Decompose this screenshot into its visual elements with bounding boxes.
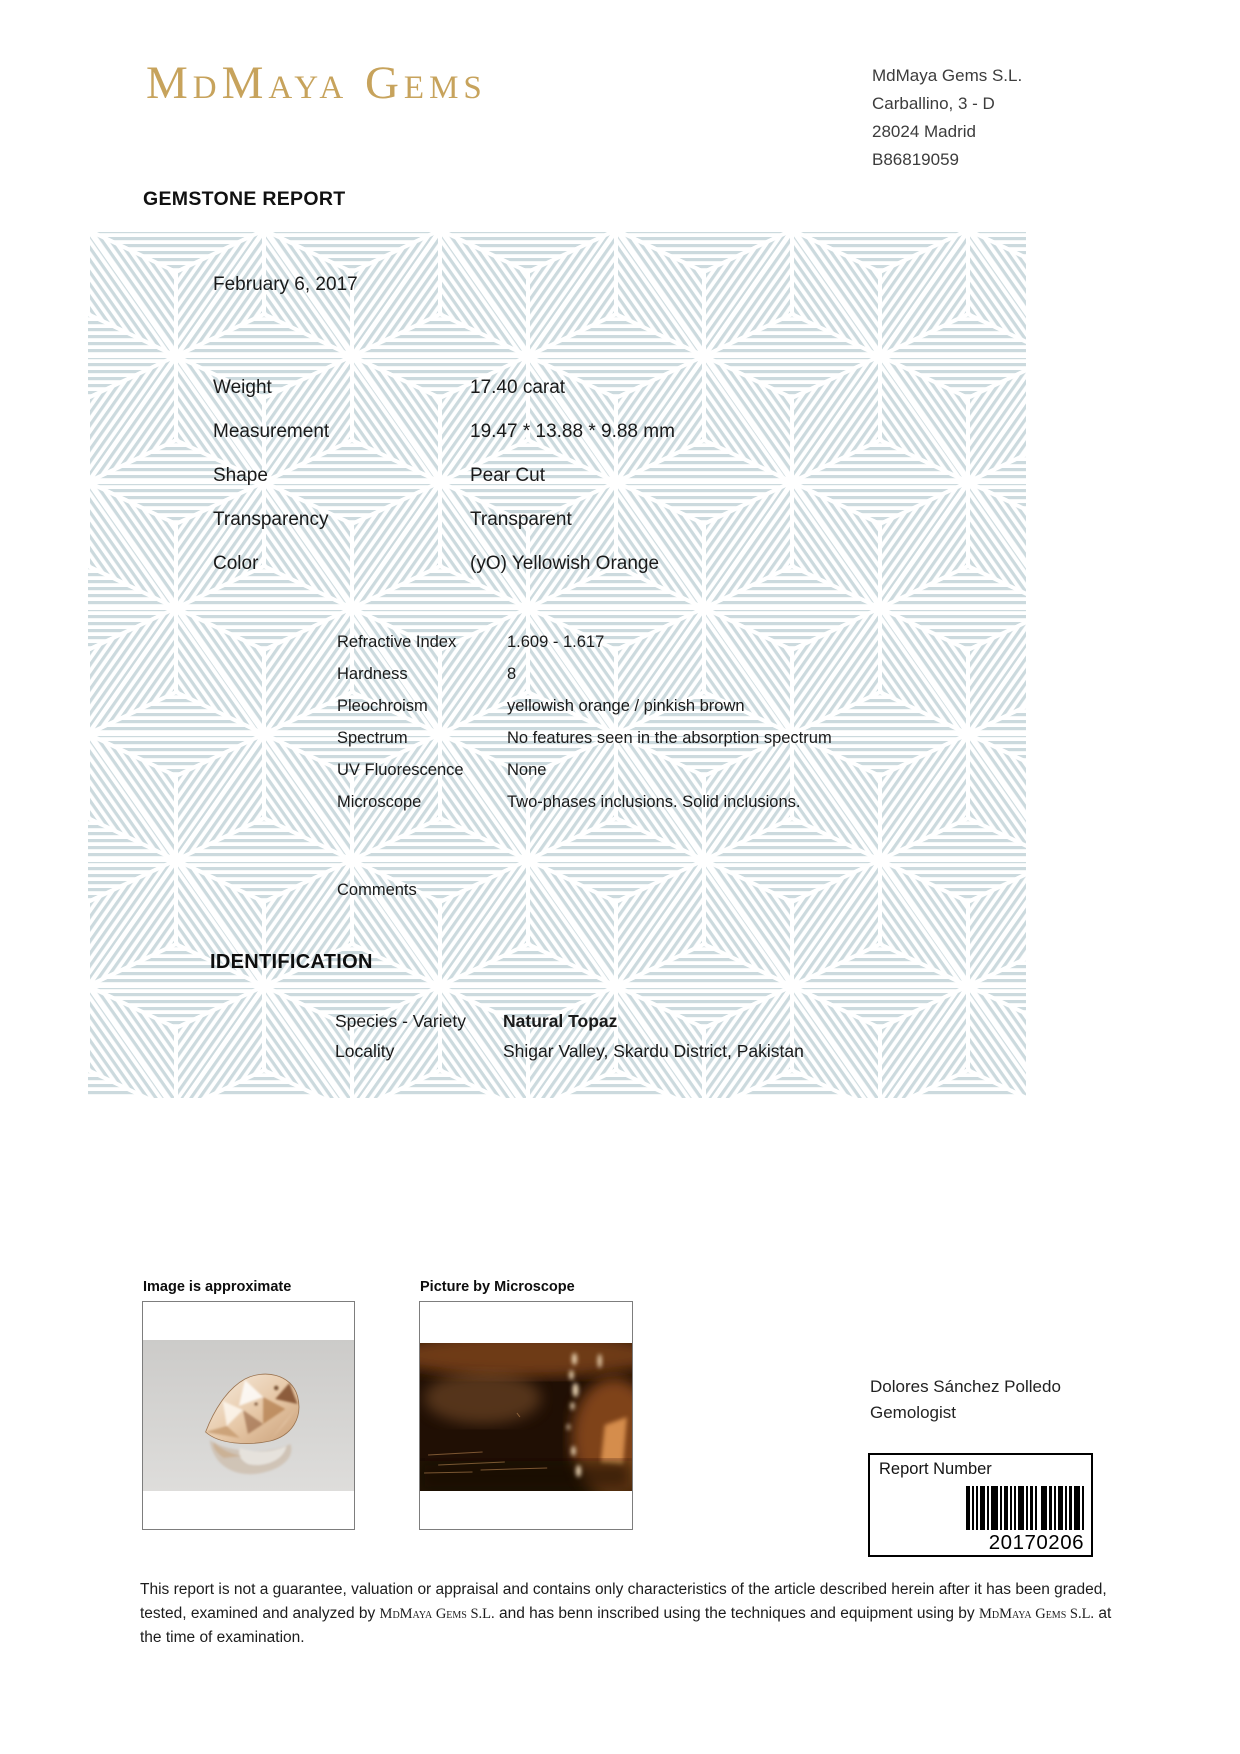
- property-value: No features seen in the absorption spectrum: [507, 729, 832, 747]
- disclaimer-line2b: and has benn inscribed using the techniques and equipment using by: [494, 1605, 979, 1622]
- disclaimer-line2c: at: [1094, 1605, 1112, 1622]
- brand-mention: MdMaya Gems S.L.: [978, 1606, 1095, 1622]
- property-label: UV Fluorescence: [337, 761, 464, 779]
- identification-row-locality: [0, 1041, 1100, 1065]
- property-value: Two-phases inclusions. Solid inclusions.: [507, 793, 801, 811]
- property-label: Shape: [213, 465, 268, 486]
- company-name: MdMaya Gems S.L.: [872, 66, 1023, 85]
- report-number-value: 20170206: [988, 1531, 1084, 1554]
- property-label: Pleochroism: [337, 697, 428, 715]
- gemologist-title: Gemologist: [870, 1403, 956, 1422]
- microscope-photo: [419, 1301, 633, 1530]
- property-label: Microscope: [337, 793, 422, 811]
- property-value: yellowish orange / pinkish brown: [507, 697, 745, 715]
- property-value: 8: [507, 665, 517, 683]
- gem-photo: [142, 1301, 355, 1530]
- property-value: 1.609 - 1.617: [507, 633, 605, 651]
- property-row-refractive-index: [0, 633, 1100, 657]
- property-row-transparency: [0, 509, 1100, 533]
- property-value: Natural Topaz: [503, 1011, 618, 1031]
- company-city: 28024 Madrid: [872, 122, 976, 141]
- report-title: GEMSTONE REPORT: [143, 188, 346, 210]
- company-tax-id: B86819059: [872, 150, 959, 169]
- property-label: Weight: [213, 377, 272, 398]
- disclaimer-line1: This report is not a guarantee, valuation or appraisal and contains only characteristics of the article described herein after it has been graded,: [140, 1581, 1107, 1598]
- property-value: (yO) Yellowish Orange: [470, 553, 660, 574]
- microscope-photo-image: [420, 1343, 632, 1491]
- report-date: February 6, 2017: [213, 274, 358, 295]
- property-value: None: [507, 761, 547, 779]
- disclaimer-line3: the time of examination.: [140, 1629, 305, 1646]
- property-value: Shigar Valley, Skardu District, Pakistan: [503, 1041, 804, 1061]
- company-street: Carballino, 3 - D: [872, 94, 995, 113]
- property-row-microscope: [0, 793, 1100, 817]
- property-row-shape: [0, 465, 1100, 489]
- identification-heading: IDENTIFICATION: [210, 951, 373, 973]
- property-label: Transparency: [213, 509, 329, 530]
- property-label: Spectrum: [337, 729, 408, 747]
- gem-photo-image: [143, 1340, 354, 1491]
- property-value: 17.40 carat: [470, 377, 566, 398]
- company-address-block: [872, 62, 1022, 174]
- report-number-box: [868, 1453, 1093, 1557]
- property-value: Pear Cut: [470, 465, 545, 486]
- barcode: [966, 1486, 1084, 1530]
- property-label: Species - Variety: [335, 1011, 466, 1031]
- gem-photo-caption: Image is approximate: [143, 1279, 292, 1295]
- property-row-pleochroism: [0, 697, 1100, 721]
- disclaimer-line2a: tested, examined and analyzed by: [140, 1605, 380, 1622]
- property-row-hardness: [0, 665, 1100, 689]
- brand-mention: MdMaya Gems S.L.: [379, 1606, 495, 1622]
- property-row-weight: [0, 377, 1100, 401]
- property-value: 19.47 * 13.88 * 9.88 mm: [470, 421, 675, 442]
- disclaimer: [140, 1578, 1115, 1650]
- property-label: Color: [213, 553, 259, 574]
- property-label: Refractive Index: [337, 633, 457, 651]
- property-row-spectrum: [0, 729, 1100, 753]
- property-label: Hardness: [337, 665, 408, 683]
- identification-row-species: [0, 1011, 1100, 1035]
- property-label: Measurement: [213, 421, 330, 442]
- property-label: Locality: [335, 1041, 395, 1061]
- report-number-label: Report Number: [879, 1460, 992, 1478]
- property-row-uv-fluorescence: [0, 761, 1100, 785]
- property-value: Transparent: [470, 509, 572, 530]
- gemologist-name: Dolores Sánchez Polledo: [870, 1377, 1061, 1396]
- microscope-photo-caption: Picture by Microscope: [420, 1279, 575, 1295]
- brand-logo: MdMaya Gems: [146, 57, 487, 109]
- comments-label: Comments: [337, 881, 417, 899]
- property-row-measurement: [0, 421, 1100, 445]
- property-row-color: [0, 553, 1100, 577]
